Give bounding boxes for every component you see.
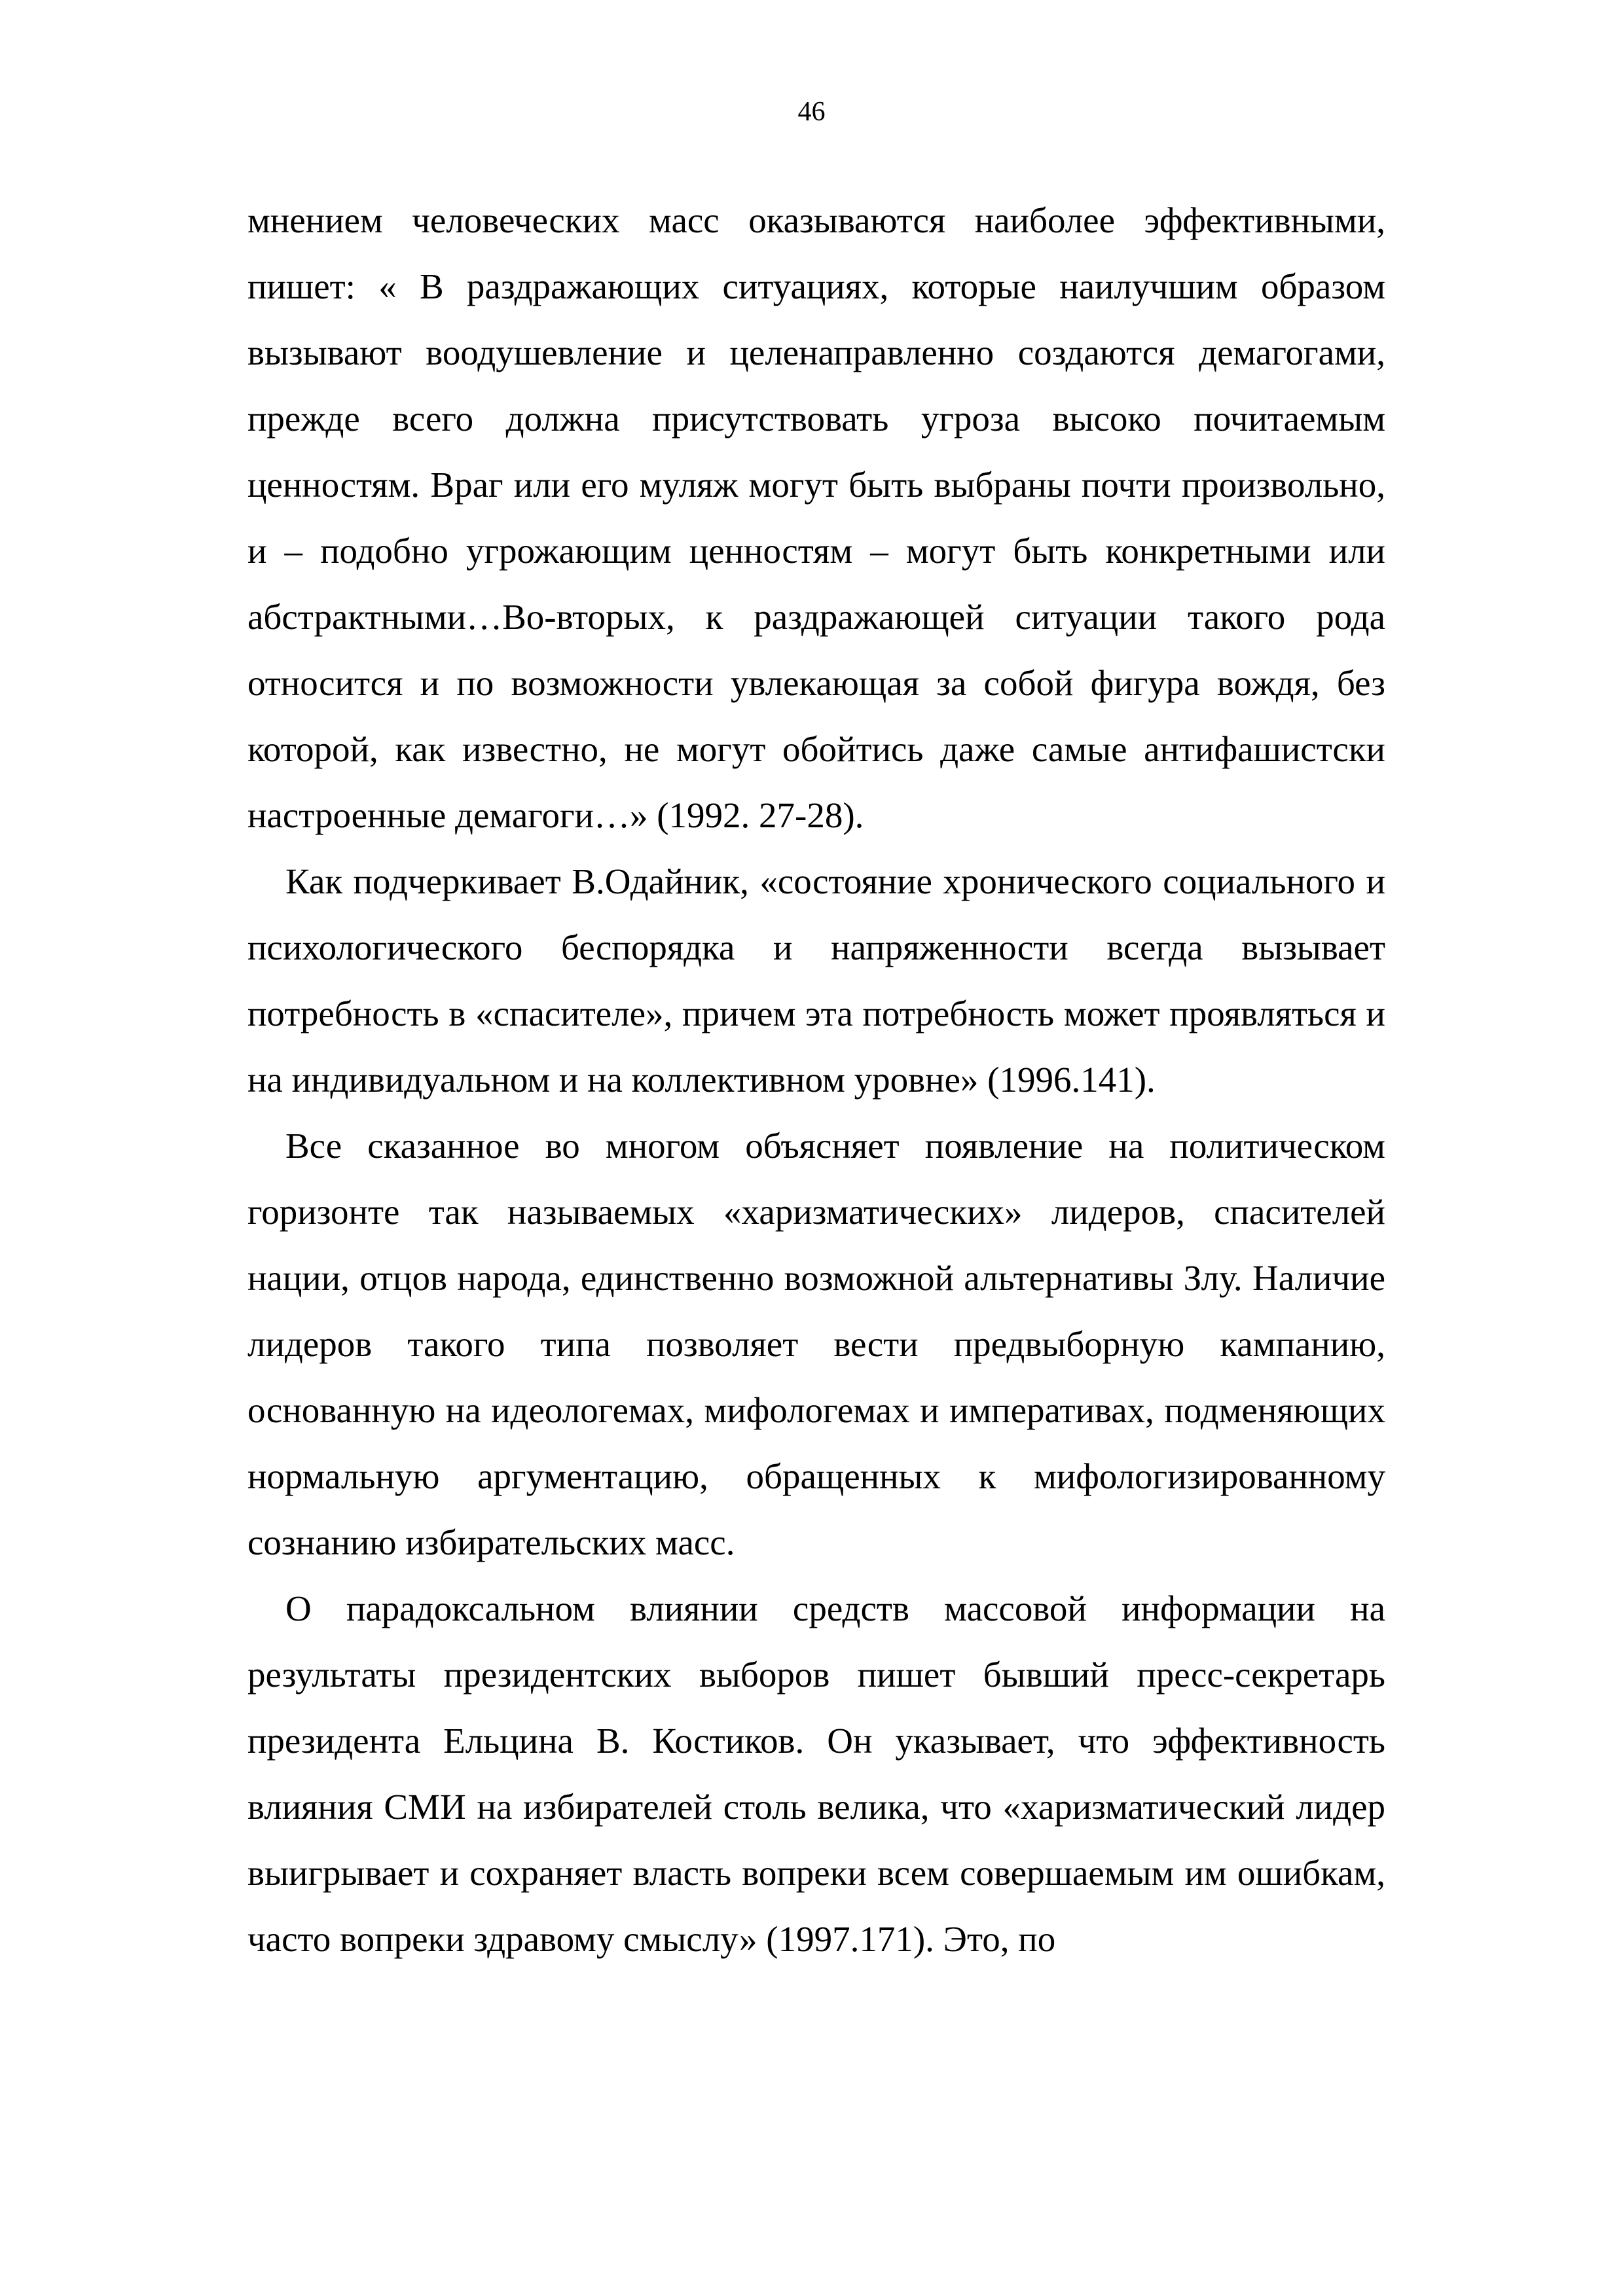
paragraph-odainik: Как подчеркивает В.Одайник, «состояние хронического социального и психологического беспорядка и напряженности всегда вызывает потребность в «спасителе», причем эта потребность может проявляться и на индивидуальном и на коллективном уровне» (1996.141).: [247, 861, 1385, 1100]
body-text: [247, 187, 1385, 1972]
page-number: 46: [797, 97, 826, 127]
paragraph-quote-continuation: мнением человеческих масс оказываются наиболее эффективными, пишет: « В раздражающих ситуациях, которые наилучшим образом вызывают воодушевление и целенаправленно создаются демагогами, прежде всего должна присутствовать угроза высоко почитаемым ценностям. Враг или его муляж могут быть выбраны почти произвольно, и – подобно угрожающим ценностям – могут быть конкретными или абстрактными…Во-вторых, к раздражающей ситуации такого рода относится и по возможности увлекающая за собой фигура вождя, без которой, как известно, не могут обойтись даже самые антифашистски настроенные демагоги…» (1992. 27-28).: [247, 200, 1385, 835]
paragraph-kostikov: О парадоксальном влиянии средств массовой информации на результаты президентских выборов пишет бывший пресс-секретарь президента Ельцина В. Костиков. Он указывает, что эффективность влияния СМИ на избирателей столь велика, что «харизматический лидер выигрывает и сохраняет власть вопреки всем совершаемым им ошибкам, часто вопреки здравому смыслу» (1997.171). Это, по: [247, 1588, 1385, 1959]
paragraph-charismatic-leaders: Все сказанное во многом объясняет появление на политическом горизонте так называемых «харизматических» лидеров, спасителей нации, отцов народа, единственно возможной альтернативы Злу. Наличие лидеров такого типа позволяет вести предвыборную кампанию, основанную на идеологемах, мифологемах и императивах, подменяющих нормальную аргументацию, обращенных к мифологизированному сознанию избирательских масс.: [247, 1126, 1385, 1562]
